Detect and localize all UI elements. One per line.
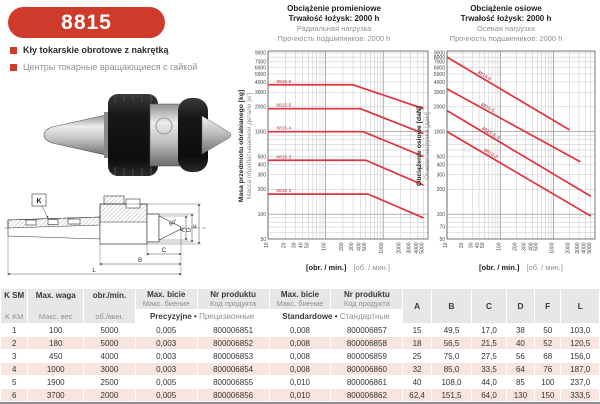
model-number: 8815 (61, 10, 112, 34)
cell: 0,008 (270, 324, 331, 336)
svg-text:500: 500 (436, 154, 445, 161)
svg-text:300: 300 (349, 242, 356, 251)
cell: 21,5 (472, 337, 505, 349)
svg-text:200: 200 (338, 242, 345, 251)
cell: 56 (507, 350, 534, 362)
cell: 3000 (84, 363, 135, 375)
chart-title: Obciążenie osiowe (470, 4, 542, 13)
col-header-runout-standard: Max. bicie Макс. биение (270, 289, 331, 309)
cell: 25 (403, 350, 430, 362)
cell: 0,003 (136, 350, 197, 362)
svg-text:6000: 6000 (254, 65, 266, 72)
cell: 151,5 (432, 389, 472, 401)
cell: 0,005 (136, 376, 197, 388)
dim-label-b: B (137, 258, 143, 264)
spec-table (0, 288, 600, 402)
cell: 5000 (84, 337, 135, 349)
svg-text:20: 20 (281, 242, 288, 249)
cell: 100 (535, 376, 560, 388)
cell: 40 (403, 376, 430, 388)
cell: 4 (1, 363, 27, 375)
cell: 5000 (84, 324, 135, 336)
chart-title-ru: Радиальная нагрузка (296, 24, 372, 33)
cell: 27,5 (472, 350, 505, 362)
cell: 1000 (28, 363, 83, 375)
cell: 100 (28, 324, 83, 336)
cell: 49,5 (432, 324, 472, 336)
svg-text:4000: 4000 (433, 79, 445, 86)
set-screw (126, 199, 140, 208)
cell: 800006851 (198, 324, 269, 336)
svg-text:100: 100 (257, 211, 266, 218)
svg-text:50: 50 (260, 236, 266, 243)
svg-text:100: 100 (496, 242, 503, 251)
series-label: 8815-6 (476, 70, 492, 83)
svg-text:4000: 4000 (413, 242, 420, 254)
chart-title: Obciążenie promieniowe (287, 4, 381, 13)
col-header-dim-b: B (432, 289, 472, 323)
svg-text:400: 400 (436, 162, 445, 169)
svg-text:10: 10 (443, 242, 449, 249)
series-label: 8815-3 (276, 155, 292, 161)
bullet-square-icon (10, 64, 17, 71)
svg-text:200: 200 (436, 187, 445, 194)
cell: 44,0 (472, 376, 505, 388)
dim-label-f: F (193, 224, 200, 228)
svg-text:50: 50 (439, 236, 445, 243)
angle-label: 60° (168, 218, 179, 228)
group-header-precision: Precyzyjne • Прецизионные (136, 310, 269, 323)
cell: 150 (535, 389, 560, 401)
chart-axial-load (412, 4, 600, 284)
cell: 33,5 (472, 363, 505, 375)
col-header-dim-f: F (535, 289, 560, 323)
y-axis-label: Obciążenie osiowe [daN] Осевая нагрузка [даН] (416, 105, 431, 187)
svg-text:6000: 6000 (433, 65, 445, 72)
svg-text:70: 70 (439, 224, 445, 231)
cell: 85 (507, 376, 534, 388)
y-axis-label: Masa przedmiotu obrabianego [kg] Масса обрабатываемой детали [кг] (238, 89, 253, 203)
cell: 62,4 (403, 389, 430, 401)
product-photo (18, 76, 236, 194)
series-label: 8815-3, 4 (480, 126, 501, 142)
table-row (1, 389, 599, 401)
col-header-dim-c: C (472, 289, 505, 323)
svg-text:7000: 7000 (254, 59, 266, 66)
cell: 64 (507, 363, 534, 375)
series-label: 8815-5 (479, 102, 496, 115)
svg-text:1000: 1000 (549, 242, 556, 254)
series-label: 8815-2 (276, 189, 292, 195)
col-header-taper: K SM K KM (1, 289, 27, 323)
shank (44, 114, 110, 156)
cell: 2 (1, 337, 27, 349)
svg-text:9000: 9000 (433, 50, 445, 57)
cell: 180 (28, 337, 83, 349)
svg-text:50: 50 (304, 242, 311, 249)
svg-text:100: 100 (436, 211, 445, 218)
cell: 800006859 (331, 350, 402, 362)
cell: 2500 (84, 376, 135, 388)
cell: 800006858 (331, 337, 402, 349)
cell: 800006862 (331, 389, 402, 401)
cell: 0,005 (136, 324, 197, 336)
dim-label-c: C (161, 248, 167, 254)
cell: 187,0 (561, 363, 599, 375)
cell: 2000 (84, 389, 135, 401)
chart-radial-load (236, 4, 432, 284)
dim-label-d: D (186, 227, 193, 233)
cell: 68 (535, 350, 560, 362)
chart-title-ru: Осевая нагрузка (477, 24, 535, 33)
svg-text:500: 500 (257, 154, 266, 161)
description-pl: Kły tokarskie obrotowe z nakrętką (10, 45, 245, 56)
cell: 103,0 (561, 324, 599, 336)
svg-text:8000: 8000 (433, 54, 445, 61)
dim-label-k: K (36, 198, 42, 205)
cell: 64,0 (472, 389, 505, 401)
cell: 800006856 (198, 389, 269, 401)
cell: 108,0 (432, 376, 472, 388)
cell: 18 (403, 337, 430, 349)
series-label: 8815-6 (276, 79, 292, 85)
svg-text:500: 500 (533, 242, 540, 251)
svg-text:30: 30 (468, 242, 475, 249)
cell: 156,0 (561, 350, 599, 362)
svg-text:2000: 2000 (254, 104, 266, 111)
cell: 85,0 (432, 363, 472, 375)
cell: 800006854 (198, 363, 269, 375)
cell: 130 (507, 389, 534, 401)
svg-text:3000: 3000 (574, 242, 581, 254)
svg-text:1000: 1000 (379, 242, 386, 254)
svg-text:40: 40 (298, 242, 305, 249)
table-row (1, 337, 599, 349)
cell: 333,5 (561, 389, 599, 401)
svg-text:300: 300 (436, 172, 445, 179)
cell: 800006853 (198, 350, 269, 362)
x-axis-label: [obr. / min.] [об. / мин.] (306, 263, 390, 272)
axial-load-plot (412, 47, 600, 279)
cell: 32 (403, 363, 430, 375)
cell: 800006855 (198, 376, 269, 388)
svg-text:5000: 5000 (586, 242, 593, 254)
bullet-square-icon (10, 47, 17, 54)
svg-text:400: 400 (257, 162, 266, 169)
svg-text:20: 20 (459, 242, 466, 249)
svg-text:2000: 2000 (565, 242, 572, 254)
cell: 38 (507, 324, 534, 336)
svg-text:100: 100 (321, 242, 328, 251)
table-row (1, 324, 599, 336)
cell: 1 (1, 324, 27, 336)
svg-text:50: 50 (480, 242, 487, 249)
svg-text:2000: 2000 (396, 242, 403, 254)
svg-text:1000: 1000 (433, 129, 445, 136)
cell: 0,008 (270, 337, 331, 349)
cell: 450 (28, 350, 83, 362)
cell: 5 (1, 376, 27, 388)
cell: 0,003 (136, 337, 197, 349)
cell: 17,0 (472, 324, 505, 336)
cell: 3700 (28, 389, 83, 401)
svg-text:4000: 4000 (254, 79, 266, 86)
svg-text:5000: 5000 (433, 71, 445, 78)
col-header-product-no-precision: Nr produktu Код продукта (198, 289, 269, 309)
cell: 1900 (28, 376, 83, 388)
svg-text:30: 30 (291, 242, 298, 249)
cell: 0,010 (270, 389, 331, 401)
cell: 76 (535, 363, 560, 375)
description-ru: Центры токарные вращающиеся с гайкой (10, 62, 245, 73)
svg-text:7000: 7000 (433, 59, 445, 66)
col-header-dim-l: L (561, 289, 599, 323)
model-badge (8, 7, 165, 38)
cell: 6 (1, 389, 27, 401)
col-header-dim-d: D (507, 289, 534, 323)
svg-text:3000: 3000 (254, 90, 266, 97)
col-header-max-weight: Max. waga Макс. вес (28, 289, 83, 323)
nut-step (104, 196, 124, 204)
center-point (202, 116, 231, 154)
svg-text:5000: 5000 (254, 71, 266, 78)
chart-subtitle-ru: Прочность подшипников: 2000 h (449, 34, 563, 43)
svg-text:9000: 9000 (254, 50, 266, 57)
svg-text:1000: 1000 (254, 129, 266, 136)
col-header-rpm: obr./min. об./мин. (84, 289, 135, 323)
cell: 237,0 (561, 376, 599, 388)
technical-drawing (2, 192, 242, 287)
table-row (1, 376, 599, 388)
cell: 0,003 (136, 363, 197, 375)
cell: 0,008 (270, 350, 331, 362)
svg-text:200: 200 (257, 187, 266, 194)
cell: 0,008 (270, 363, 331, 375)
chart-subtitle: Trwałość łożysk: 2000 h (460, 14, 552, 23)
dim-label-a: A (180, 227, 187, 233)
svg-text:3000: 3000 (433, 90, 445, 97)
col-header-runout-precision: Max. bicie Макс. биение (136, 289, 197, 309)
cell: 0,010 (270, 376, 331, 388)
table-row (1, 363, 599, 375)
svg-text:3000: 3000 (406, 242, 413, 254)
svg-text:2000: 2000 (433, 104, 445, 111)
cell: 3 (1, 350, 27, 362)
svg-text:300: 300 (521, 242, 528, 251)
svg-text:400: 400 (356, 242, 363, 251)
series-label: 8815-4 (276, 126, 292, 132)
cell: 40 (507, 337, 534, 349)
chart-subtitle: Trwałość łożysk: 2000 h (288, 14, 380, 23)
svg-text:200: 200 (512, 242, 519, 251)
cell: 800006852 (198, 337, 269, 349)
series-label: 8815-5 (276, 103, 292, 109)
spec-table-wrap (0, 288, 600, 404)
cell: 4000 (84, 350, 135, 362)
group-header-standard: Standardowe • Стандартные (270, 310, 403, 323)
radial-load-plot (236, 47, 432, 279)
product-description (10, 45, 245, 79)
svg-text:4000: 4000 (581, 242, 588, 254)
svg-text:300: 300 (257, 172, 266, 179)
cell: 50 (535, 324, 560, 336)
svg-text:5000: 5000 (419, 242, 426, 254)
cell: 800006857 (331, 324, 402, 336)
cell: 800006860 (331, 363, 402, 375)
svg-text:10: 10 (264, 242, 270, 249)
cell: 52 (535, 337, 560, 349)
cell: 15 (403, 324, 430, 336)
svg-text:40: 40 (475, 242, 482, 249)
body-outline (147, 214, 159, 242)
chart-subtitle-ru: Прочность подшипников: 2000 h (277, 34, 391, 43)
cell: 800006861 (331, 376, 402, 388)
header-row-main (1, 289, 599, 309)
cell: 56,5 (432, 337, 472, 349)
spec-table-body (1, 324, 599, 401)
cell: 0,005 (136, 389, 197, 401)
svg-text:500: 500 (361, 242, 368, 251)
cell: 120,5 (561, 337, 599, 349)
col-header-product-no-standard: Nr produktu Код продукта (331, 289, 402, 309)
svg-text:400: 400 (528, 242, 535, 251)
dim-label-l: L (92, 268, 96, 274)
table-row (1, 350, 599, 362)
cell: 75,0 (432, 350, 472, 362)
col-header-dim-a: A (403, 289, 430, 323)
x-axis-label: [obr. / min.] [об. / мин.] (479, 263, 563, 272)
series-label: 8815-2 (482, 148, 499, 161)
